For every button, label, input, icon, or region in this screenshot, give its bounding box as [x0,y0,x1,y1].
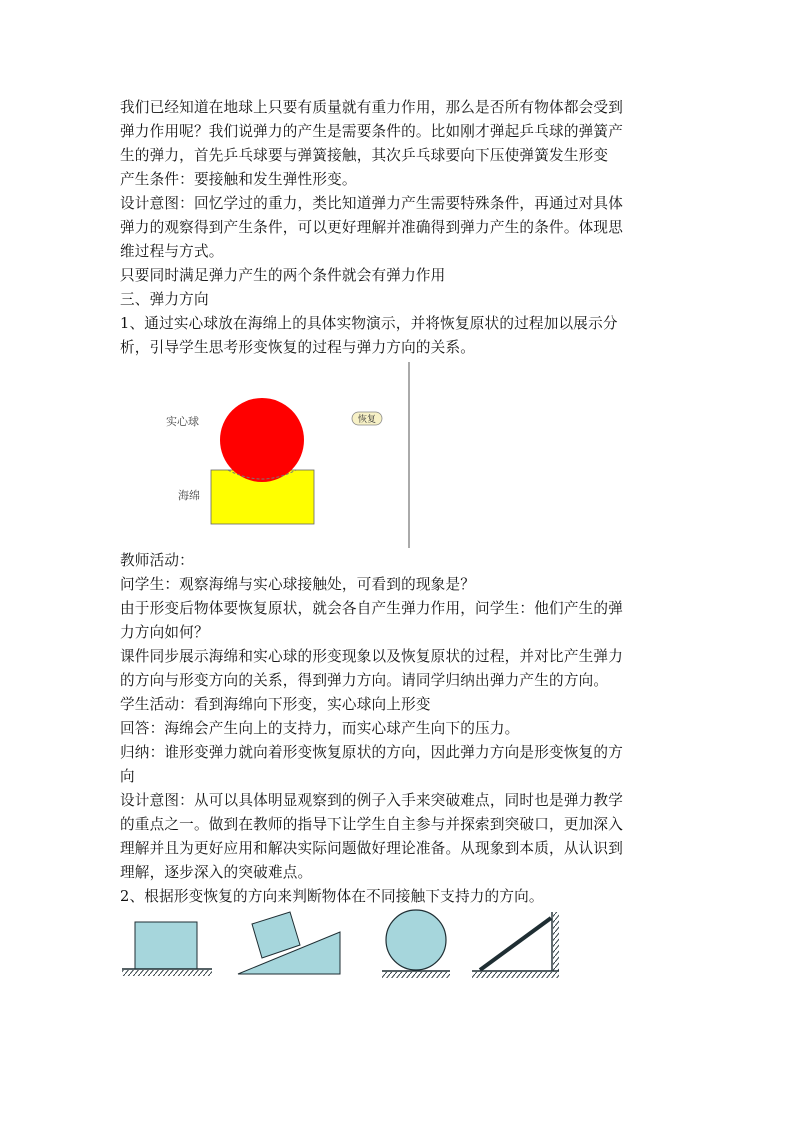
block-shape [135,922,197,969]
block-on-ground-diagram [122,922,212,976]
text-line: 理解并且为更好应用和解决实际问题做好理论准备。从现象到本质，从认识到 [120,840,623,857]
floor-hatch [472,972,559,978]
text-line: 弹力作用呢？我们说弹力的产生是需要条件的。比如刚才弹起乒乓球的弹簧产 [120,123,623,140]
ball-shape [386,910,446,970]
text-line: 问学生：观察海绵与实心球接触处，可看到的现象是？ [120,576,476,593]
text-line: 的方向与形变方向的关系，得到弹力方向。请同学归纳出弹力产生的方向。 [120,672,609,689]
text-line: 归纳：谁形变弹力就向着形变恢复原状的方向，因此弹力方向是形变恢复的方 [120,744,623,761]
text-line: 设计意图：从可以具体明显观察到的例子入手来突破难点，同时也是弹力教学 [120,792,623,809]
text-line: 生的弹力，首先乒乓球要与弹簧接触，其次乒乓球要向下压使弹簧发生形变 [120,147,609,164]
rod-shape [480,918,551,970]
ball-sponge-figure [120,362,420,548]
text-line: 理解，逐步深入的突破难点。 [120,864,313,881]
text-line: 产生条件：要接触和发生弹性形变。 [120,171,357,188]
text-line: 力方向如何？ [120,624,209,641]
ball-label: 实心球 [166,415,199,428]
restore-button-label: 恢复 [357,415,377,425]
text-line: 维过程与方式。 [120,243,224,260]
restore-button[interactable] [352,412,382,425]
rod-against-wall-diagram [472,912,559,978]
text-line: 回答：海绵会产生向上的支持力，而实心球产生向下的压力。 [120,720,520,737]
text-line: 由于形变后物体要恢复原状，就会各自产生弹力作用，问学生：他们产生的弹 [120,600,623,617]
text-line: 1、通过实心球放在海绵上的具体实物演示，并将恢复原状的过程加以展示分 [120,315,618,332]
paragraph-block-2 [120,549,668,909]
text-line: 弹力的观察得到产生条件，可以更好理解并准确得到弹力产生的条件。体现思 [120,219,623,236]
sponge-label: 海绵 [178,489,200,502]
ball-circle [220,398,304,482]
text-line: 我们已经知道在地球上只要有质量就有重力作用，那么是否所有物体都会受到 [120,99,623,116]
ground-hatch [122,970,212,976]
wall-hatch [553,912,559,971]
text-line: 教师活动： [120,552,194,569]
contact-cases-figure [120,908,580,980]
text-line: 只要同时满足弹力产生的两个条件就会有弹力作用 [120,267,446,284]
text-line: 课件同步展示海绵和实心球的形变现象以及恢复原状的过程，并对比产生弹力 [120,648,623,665]
text-line: 向 [120,768,135,785]
paragraph-block-1 [120,96,668,360]
block-on-incline-diagram [238,912,340,974]
section-heading: 三、弹力方向 [120,291,209,308]
ball-on-ground-diagram [382,910,450,978]
text-line: 的重点之一。做到在教师的指导下让学生自主参与并探索到突破口，更加深入 [120,816,623,833]
text-line: 设计意图：回忆学过的重力，类比知道弹力产生需要特殊条件，再通过对具体 [120,195,623,212]
text-line: 析，引导学生思考形变恢复的过程与弹力方向的关系。 [120,339,476,356]
text-line: 2、根据形变恢复的方向来判断物体在不同接触下支持力的方向。 [120,888,544,905]
ground-hatch [382,972,450,978]
text-line: 学生活动：看到海绵向下形变，实心球向上形变 [120,696,431,713]
